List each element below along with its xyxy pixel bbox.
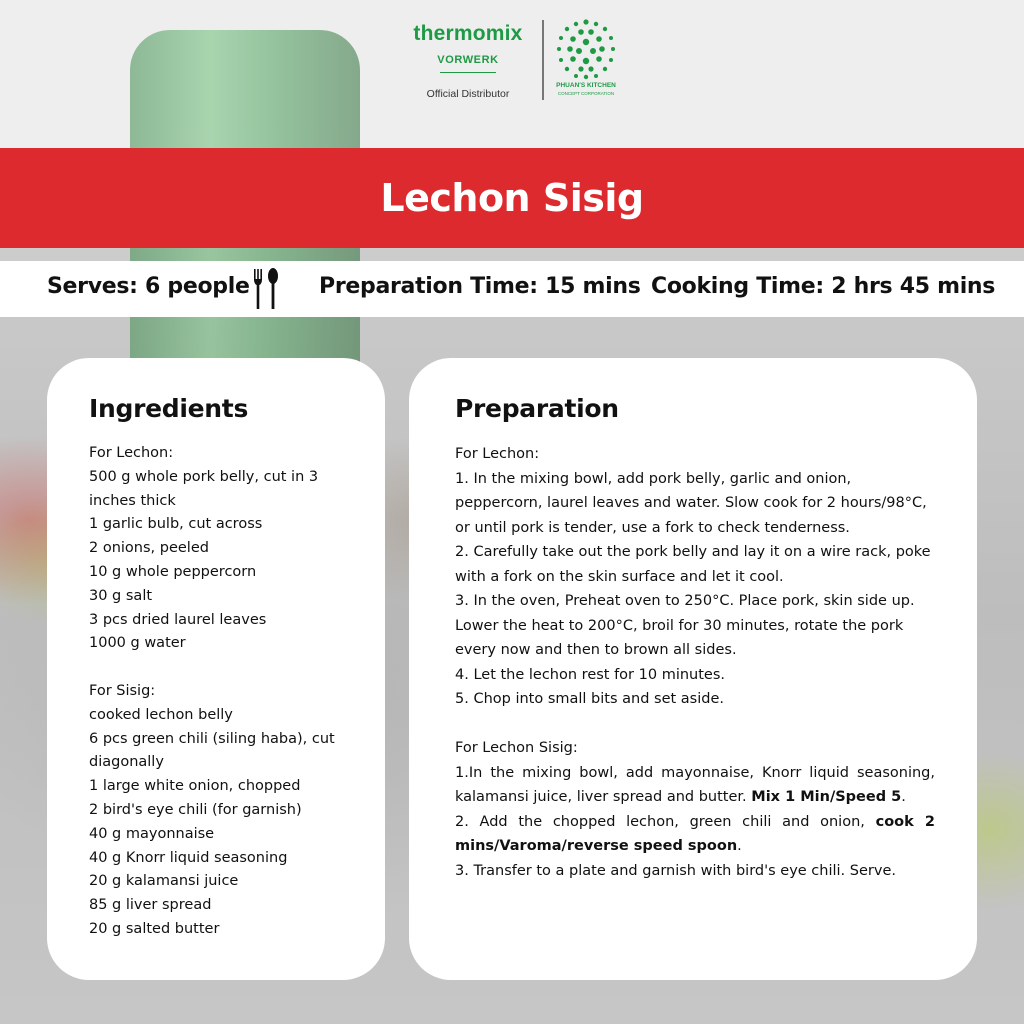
- list-item: 85 g liver spread: [89, 897, 212, 914]
- list-item: 1000 g water: [89, 635, 186, 652]
- official-distributor-label: Official Distributor: [426, 88, 510, 100]
- list-item: 20 g kalamansi juice: [89, 873, 239, 890]
- step-item: 3. Transfer to a plate and garnish with bird's eye chili. Serve.: [455, 862, 896, 879]
- sisig-steps-title: For Lechon Sisig:: [455, 740, 578, 756]
- list-item: 40 g Knorr liquid seasoning: [89, 849, 288, 866]
- fork-spoon-icon: [251, 267, 281, 311]
- list-item: 1 garlic bulb, cut across: [89, 516, 263, 533]
- step-item: 2. Carefully take out the pork belly and lay it on a wire rack, poke with a fork on the skin surface and let it cool.: [455, 544, 931, 585]
- lechon-steps-title: For Lechon:: [455, 446, 540, 462]
- phuan-dots-icon: [550, 18, 622, 80]
- vorwerk-logo: VORWERK: [437, 54, 499, 66]
- logo-divider: [542, 20, 544, 100]
- list-item: 2 onions, peeled: [89, 540, 209, 557]
- list-item: 2 bird's eye chili (for garnish): [89, 801, 302, 818]
- ingredients-list: [89, 442, 359, 942]
- preparation-heading: Preparation: [455, 394, 619, 423]
- list-item: 30 g salt: [89, 587, 153, 604]
- step-item: [455, 761, 935, 810]
- spacer: [455, 712, 935, 737]
- cook-time-label: Cooking Time: 2 hrs 45 mins: [651, 274, 996, 299]
- spacer: [89, 656, 359, 680]
- step-item: 5. Chop into small bits and set aside.: [455, 691, 725, 707]
- step-text: 1.In the mixing bowl, add mayonnaise, Knorr liquid seasoning, kalamansi juice, liver spread and butter.: [455, 764, 935, 805]
- phuan-kitchen-sub: CONCEPT CORPORATION: [557, 91, 615, 96]
- ingredients-heading: Ingredients: [89, 394, 249, 423]
- sisig-ingredients-title: For Sisig:: [89, 682, 156, 699]
- step-end: .: [901, 789, 906, 805]
- serves-label: Serves: 6 people: [47, 274, 250, 299]
- step-bold-instruction: Mix 1 Min/Speed 5: [751, 789, 902, 805]
- step-bold-instruction: cook 2 mins/Varoma/reverse speed spoon: [455, 813, 935, 854]
- recipe-title: Lechon Sisig: [380, 176, 644, 220]
- step-end: .: [737, 838, 742, 854]
- lechon-ingredients-title: For Lechon:: [89, 445, 174, 461]
- list-item: 6 pcs green chili (siling haba), cut diagonally: [89, 730, 335, 771]
- list-item: cooked lechon belly: [89, 706, 233, 723]
- step-item: 4. Let the lechon rest for 10 minutes.: [455, 666, 725, 683]
- preparation-steps: [455, 442, 935, 883]
- prep-time-label: Preparation Time: 15 mins: [319, 274, 641, 299]
- list-item: 10 g whole peppercorn: [89, 563, 257, 580]
- list-item: 40 g mayonnaise: [89, 825, 215, 842]
- step-item: [455, 810, 935, 859]
- phuan-kitchen-name: PHUAN'S KITCHEN: [556, 82, 616, 89]
- thermomix-logo: thermomix: [413, 22, 523, 45]
- list-item: 3 pcs dried laurel leaves: [89, 611, 267, 628]
- step-item: 1. In the mixing bowl, add pork belly, garlic and onion, peppercorn, laurel leaves and water. Slow cook for 2 hours/98°C, or until pork is tender, use a fork to check tenderness.: [455, 470, 927, 536]
- list-item: 20 g salted butter: [89, 920, 220, 937]
- list-item: 500 g whole pork belly, cut in 3 inches thick: [89, 468, 319, 509]
- brand-logos: [400, 18, 640, 104]
- list-item: 1 large white onion, chopped: [89, 778, 301, 795]
- step-item: 3. In the oven, Preheat oven to 250°C. Place pork, skin side up. Lower the heat to 200°C, broil for 30 minutes, rotate the pork every now and then to brown all sides.: [455, 593, 915, 658]
- step-text: 2. Add the chopped lechon, green chili and onion,: [455, 813, 876, 830]
- vorwerk-underline: [440, 72, 496, 73]
